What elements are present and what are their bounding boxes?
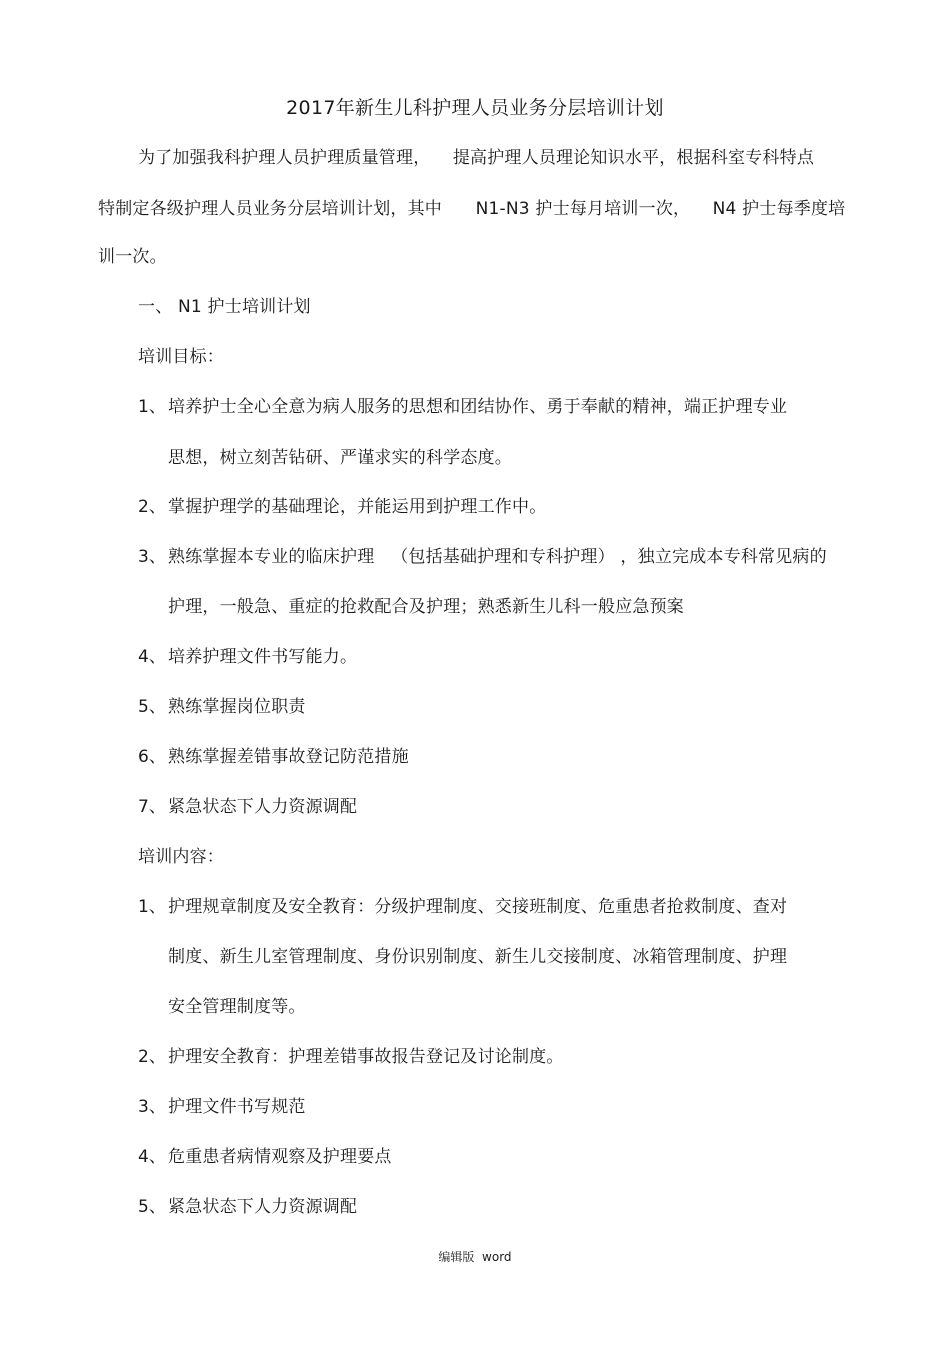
goal-text: 掌握护理学的基础理论，并能运用到护理工作中。 xyxy=(168,497,547,517)
intro-line-1: 为了加强我科护理人员护理质量管理， 提高护理人员理论知识水平，根据科室专科特点 xyxy=(138,148,815,168)
goal-text: 紧急状态下人力资源调配 xyxy=(168,797,358,817)
document-title: 2017年新生儿科护理人员业务分层培训计划 xyxy=(286,97,664,119)
intro-line-2: 特制定各级护理人员业务分层培训计划，其中 N1-N3 护士每月培训一次， N4 护士每季度培 xyxy=(98,199,846,219)
goal-text: 护理，一般急、重症的抢救配合及护理；熟悉新生儿科一般应急预案 xyxy=(168,597,684,617)
content-number: 2、 xyxy=(138,1047,166,1067)
goal-number: 5、 xyxy=(138,697,166,717)
content-number: 4、 xyxy=(138,1147,166,1167)
content-text: 紧急状态下人力资源调配 xyxy=(168,1197,358,1217)
goal-text: 熟练掌握岗位职责 xyxy=(168,697,306,717)
content-number: 1、 xyxy=(138,897,166,917)
content-text: 安全管理制度等。 xyxy=(168,997,306,1017)
content-text: 危重患者病情观察及护理要点 xyxy=(168,1147,392,1167)
goal-number: 3、 xyxy=(138,547,166,567)
content-text: 护理规章制度及安全教育：分级护理制度、交接班制度、危重患者抢救制度、查对 xyxy=(168,897,788,917)
goal-number: 4、 xyxy=(138,647,166,667)
content-heading: 培训内容： xyxy=(138,847,224,867)
goal-number: 1、 xyxy=(138,397,166,417)
goal-text: 思想，树立刻苦钻研、严谨求实的科学态度。 xyxy=(168,448,512,468)
content-text: 护理文件书写规范 xyxy=(168,1097,306,1117)
intro-line-3: 训一次。 xyxy=(98,247,167,267)
goal-text: 培养护理文件书写能力。 xyxy=(168,647,358,667)
page-footer: 编辑版 word xyxy=(438,1250,512,1264)
goals-heading: 培训目标： xyxy=(138,347,224,367)
goal-text: 培养护士全心全意为病人服务的思想和团结协作、勇于奉献的精神，端正护理专业 xyxy=(168,397,788,417)
content-text: 制度、新生儿室管理制度、身份识别制度、新生儿交接制度、冰箱管理制度、护理 xyxy=(168,947,788,967)
content-text: 护理安全教育：护理差错事故报告登记及讨论制度。 xyxy=(168,1047,564,1067)
goal-number: 6、 xyxy=(138,747,166,767)
goal-text: 熟练掌握差错事故登记防范措施 xyxy=(168,747,409,767)
section-heading: 一、 N1 护士培训计划 xyxy=(138,297,311,317)
content-number: 3、 xyxy=(138,1097,166,1117)
goal-number: 2、 xyxy=(138,497,166,517)
goal-text: 熟练掌握本专业的临床护理 （包括基础护理和专科护理） ，独立完成本专科常见病的 xyxy=(168,547,827,567)
content-number: 5、 xyxy=(138,1197,166,1217)
goal-number: 7、 xyxy=(138,797,166,817)
